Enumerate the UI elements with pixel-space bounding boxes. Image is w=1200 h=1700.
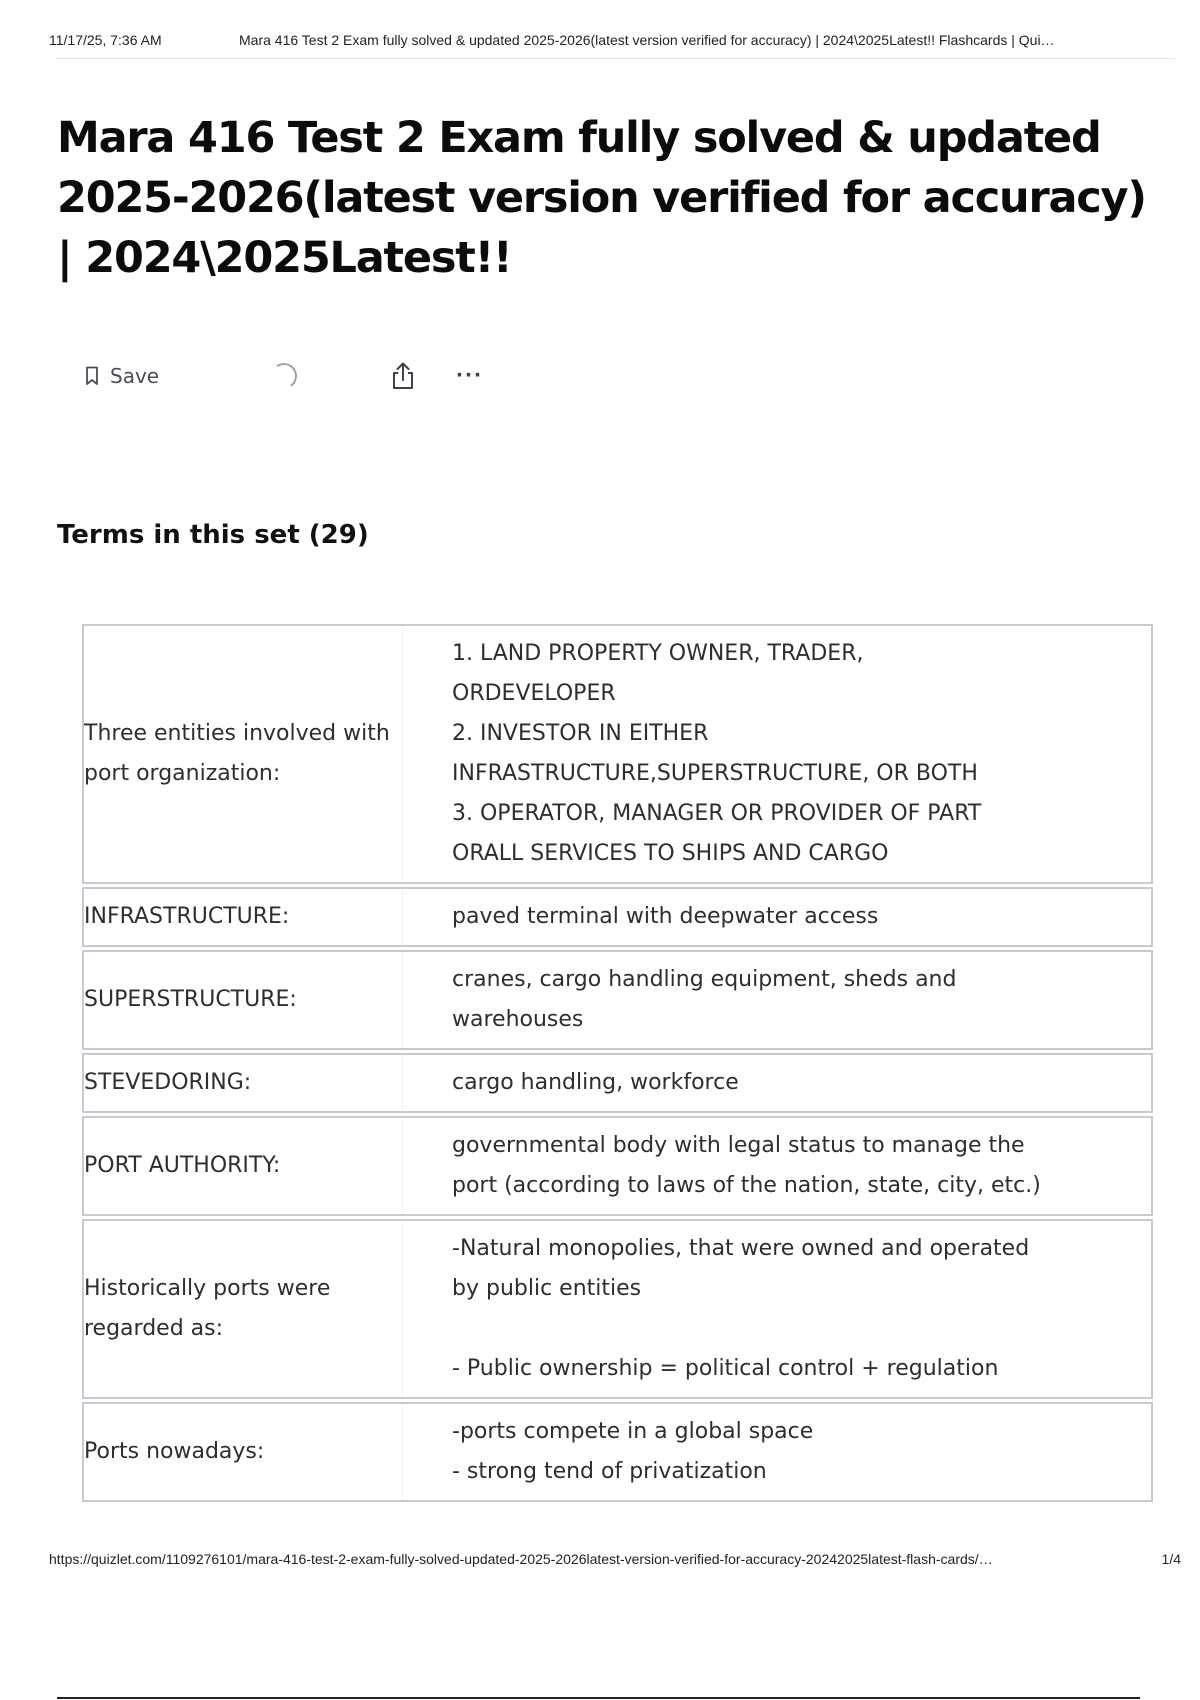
term-cell: Ports nowadays:: [83, 1403, 403, 1501]
terms-table: [82, 624, 1153, 1502]
definition-line: 2. INVESTOR IN EITHER: [452, 721, 709, 746]
definition-line: ORDEVELOPER: [452, 681, 616, 706]
definition-cell: [403, 1117, 1153, 1215]
definition-cell: [403, 951, 1153, 1049]
print-footer-url: https://quizlet.com/1109276101/mara-416-test-2-exam-fully-solved-updated-2025-2026latest-version-verified-for-accuracy-20242025latest-flash-cards/…: [49, 1551, 993, 1567]
print-timestamp: 11/17/25, 7:36 AM: [49, 32, 162, 48]
definition-line: INFRASTRUCTURE,SUPERSTRUCTURE, OR BOTH: [452, 761, 978, 786]
term-cell: SUPERSTRUCTURE:: [83, 951, 403, 1049]
definition-line: - strong tend of privatization: [452, 1459, 767, 1484]
page-bottom-rule: [57, 1697, 1140, 1699]
share-icon: [390, 362, 416, 390]
print-header: [49, 29, 1173, 51]
term-row: [83, 1403, 1152, 1501]
term-cell: STEVEDORING:: [83, 1054, 403, 1112]
definition-line: 3. OPERATOR, MANAGER OR PROVIDER OF PART: [452, 801, 982, 826]
loading-spinner-icon: [269, 361, 299, 391]
term-cell: Historically ports were regarded as:: [83, 1220, 403, 1398]
term-row: [83, 951, 1152, 1049]
action-bar: [85, 359, 483, 393]
terms-heading: Terms in this set (29): [57, 520, 369, 550]
definition-line: ORALL SERVICES TO SHIPS AND CARGO: [452, 841, 889, 866]
definition-cell: [403, 1054, 1153, 1112]
term-row: [83, 625, 1152, 883]
definition-cell: [403, 1220, 1153, 1398]
definition-cell: [403, 625, 1153, 883]
term-cell: PORT AUTHORITY:: [83, 1117, 403, 1215]
term-row: [83, 1054, 1152, 1112]
print-footer: [49, 1549, 1181, 1569]
definition-line: warehouses: [452, 1007, 584, 1032]
definition-cell: [403, 888, 1153, 946]
term-cell: Three entities involved with port organization:: [83, 625, 403, 883]
term-row: [83, 888, 1152, 946]
definition-line: -ports compete in a global space: [452, 1419, 814, 1444]
save-button-label: Save: [110, 364, 160, 388]
definition-line: port (according to laws of the nation, state, city, etc.): [452, 1173, 1041, 1198]
page-number: 1/4: [1161, 1551, 1181, 1567]
definition-cell: [403, 1403, 1153, 1501]
definition-line: cranes, cargo handling equipment, sheds and: [452, 967, 957, 992]
bookmark-icon: [85, 366, 99, 386]
page-title: Mara 416 Test 2 Exam fully solved & updated 2025-2026(latest version verified for accuracy) | 2024\2025Latest!!: [57, 113, 1146, 283]
definition-line: cargo handling, workforce: [452, 1070, 739, 1095]
definition-line: 1. LAND PROPERTY OWNER, TRADER,: [452, 641, 864, 666]
print-document-title: Mara 416 Test 2 Exam fully solved & updated 2025-2026(latest version verified for accuracy) | 2024\2025Latest!! Flashcards | Qui…: [239, 32, 1055, 48]
definition-line: -Natural monopolies, that were owned and operated: [452, 1236, 1030, 1261]
share-button[interactable]: [390, 362, 416, 390]
definition-line: [452, 1309, 1141, 1349]
term-row: [83, 1117, 1152, 1215]
definition-line: by public entities: [452, 1276, 642, 1301]
term-row: [83, 1220, 1152, 1398]
save-button[interactable]: [85, 364, 159, 388]
definition-line: governmental body with legal status to manage the: [452, 1133, 1025, 1158]
term-cell: INFRASTRUCTURE:: [83, 888, 403, 946]
header-divider: [56, 58, 1175, 59]
definition-line: - Public ownership = political control + regulation: [452, 1356, 999, 1381]
more-options-button[interactable]: [456, 362, 484, 389]
more-horizontal-icon: ···: [456, 362, 484, 389]
definition-line: paved terminal with deepwater access: [452, 904, 879, 929]
